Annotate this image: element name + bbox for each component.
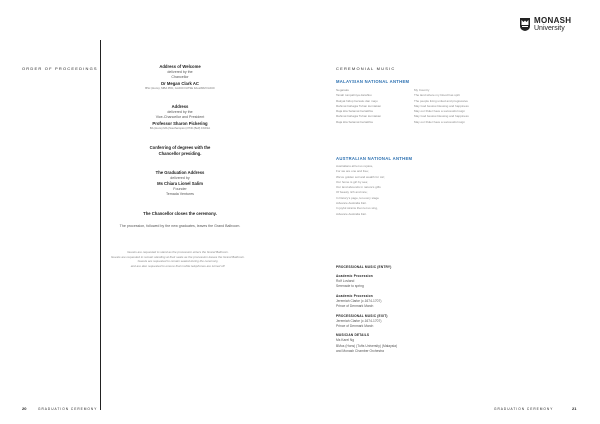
- address-credentials: BA (Hons) MA (Southampton) PhD (Belf) FASSA: [149, 126, 211, 131]
- lyric-line: Our home is girt by sea;: [336, 179, 368, 184]
- right-page-number: 21: [572, 406, 577, 411]
- graduation-speaker-role-1: Founder: [173, 186, 187, 191]
- address-delivered-by: delivered by the: [167, 109, 193, 114]
- music-line: Prince of Denmark March: [336, 304, 374, 309]
- lyric-line: Advance Australia Fair.: [336, 211, 367, 216]
- lyric-line: Raja kita Selamat bertakhta: [336, 109, 373, 114]
- ceremony-close-text: The Chancellor closes the ceremony.: [143, 211, 217, 216]
- welcome-name: Dr Megan Clark AC: [161, 80, 199, 86]
- lyric-line: The people living united and progressive: [414, 98, 468, 103]
- lyric-line: In history's page, let every stage: [336, 195, 379, 200]
- logo-wordmark-university: University: [534, 25, 565, 32]
- music-heading: MUSICIAN DETAILS: [336, 333, 370, 338]
- malaysian-anthem-malay-lyrics: [336, 88, 381, 125]
- conferring-block: [120, 145, 240, 156]
- music-line: and Monash Chamber Orchestra: [336, 349, 385, 354]
- order-of-proceedings-label: ORDER OF PROCEEDINGS: [22, 66, 98, 71]
- ceremonial-music-label: CEREMONIAL MUSIC: [336, 66, 396, 71]
- lyric-line: Raja kita Selamat bertakhta: [336, 119, 373, 124]
- lyric-line: The land where my blood has spilt: [414, 93, 460, 98]
- lyric-line: For we are one and free;: [336, 169, 369, 174]
- lyric-line: Rahmat bahagia Tuhan kurniakan: [336, 103, 382, 108]
- left-footer-label: GRADUATION CEREMONY: [38, 407, 98, 411]
- malaysian-anthem-title: MALAYSIAN NATIONAL ANTHEM: [336, 79, 410, 84]
- address-block: [120, 104, 240, 132]
- lyric-line: Tanah tumpahnya darahku: [336, 93, 372, 98]
- procession-text: The procession, followed by the new graduates, leaves the Grand Ballroom.: [119, 224, 241, 228]
- guest-notes: [108, 250, 248, 268]
- lyric-line: My Country: [414, 88, 430, 92]
- conferring-line-2: Chancellor presiding.: [158, 150, 202, 156]
- right-footer-label: GRADUATION CEREMONY: [494, 407, 554, 411]
- lyric-line: May God bestow blessing and happiness: [414, 103, 469, 108]
- conferring-line-1: Conferring of degrees with the: [149, 145, 211, 150]
- lyric-line: Of beauty rich and rare;: [336, 190, 368, 195]
- welcome-role: Chancellor: [171, 75, 189, 80]
- music-heading: Academic Procession: [336, 293, 373, 298]
- lyric-line: May our Ruler have a successful reign: [414, 119, 466, 124]
- lyric-line: Our land abounds in nature's gifts: [336, 185, 381, 190]
- lyric-line: May God bestow blessing and happiness: [414, 114, 469, 119]
- graduation-heading: The Graduation Address: [155, 170, 205, 175]
- guest-note: Guests are requested to stand as the procession enters the Grand Ballroom.: [127, 250, 229, 254]
- lyric-line: In joyful strains then let us sing,: [336, 206, 378, 211]
- music-line: Jeremiah Clarke (c.1674-1707): [336, 318, 382, 323]
- lyric-line: We've golden soil and wealth for toil;: [336, 174, 385, 179]
- logo-wordmark-monash: MONASH: [534, 16, 572, 25]
- graduation-speaker-role-2: Temada Ventures: [166, 192, 194, 197]
- address-name: Professor Sharon Pickering: [152, 120, 208, 126]
- lyric-line: Advance Australia Fair.: [336, 201, 367, 206]
- left-page-number: 20: [22, 406, 27, 411]
- guest-note: Guests are requested to remain standing at their seats as the procession leaves the Grand Ballroom.: [111, 254, 245, 259]
- malaysian-anthem-english-lyrics: [414, 88, 469, 125]
- australian-anthem-lyrics: [336, 164, 385, 217]
- music-line: BMus (Hons) (Tufts University) (Malaysia): [336, 343, 398, 348]
- music-heading: Academic Procession: [336, 274, 373, 278]
- welcome-credentials: BSc (Hons), MBA PhD, GAICD FATSE FAusIMM FAICD: [145, 86, 215, 91]
- address-heading: Address: [171, 104, 189, 109]
- guest-note: Guests are requested to remain seated during the ceremony,: [137, 259, 219, 264]
- music-line: Ms Karel Ng: [336, 338, 355, 343]
- australian-anthem-title: AUSTRALIAN NATIONAL ANTHEM: [336, 156, 413, 161]
- music-program: [336, 265, 397, 355]
- music-heading: PROCESSIONAL MUSIC (ENTRY): [336, 265, 392, 269]
- welcome-heading: Address of Welcome: [159, 64, 201, 69]
- music-line: Prince of Denmark March: [336, 324, 374, 329]
- graduation-speaker-name: Ms Chiara Lionel Salim: [157, 181, 203, 187]
- welcome-delivered-by: delivered by the: [167, 69, 193, 74]
- lyric-line: Australians all let us rejoice,: [336, 164, 374, 168]
- monash-crest-icon: [520, 18, 530, 31]
- music-line: Jeremiah Clarke (c.1674-1707): [336, 298, 382, 303]
- music-line: Rolf Lovland: [336, 279, 355, 283]
- graduation-delivered-by: delivered by: [170, 175, 190, 180]
- closing-block: [120, 211, 240, 217]
- music-heading: PROCESSIONAL MUSIC (EXIT): [336, 313, 388, 318]
- welcome-block: [120, 64, 240, 92]
- procession-block: [100, 224, 260, 230]
- music-line: Serenade to spring: [336, 284, 364, 289]
- lyric-line: Rakyat hidup bersatu dan maju: [336, 98, 378, 103]
- lyric-line: Negaraku: [336, 88, 350, 92]
- lyric-line: Rahmat bahagia Tuhan kurniakan: [336, 114, 382, 119]
- graduation-address-block: [120, 170, 240, 198]
- address-role: Vice-Chancellor and President: [155, 115, 205, 120]
- guest-note: and are also requested to ensure that mobile telephones are turned off.: [130, 263, 226, 268]
- lyric-line: May our Ruler have a successful reign: [414, 109, 466, 114]
